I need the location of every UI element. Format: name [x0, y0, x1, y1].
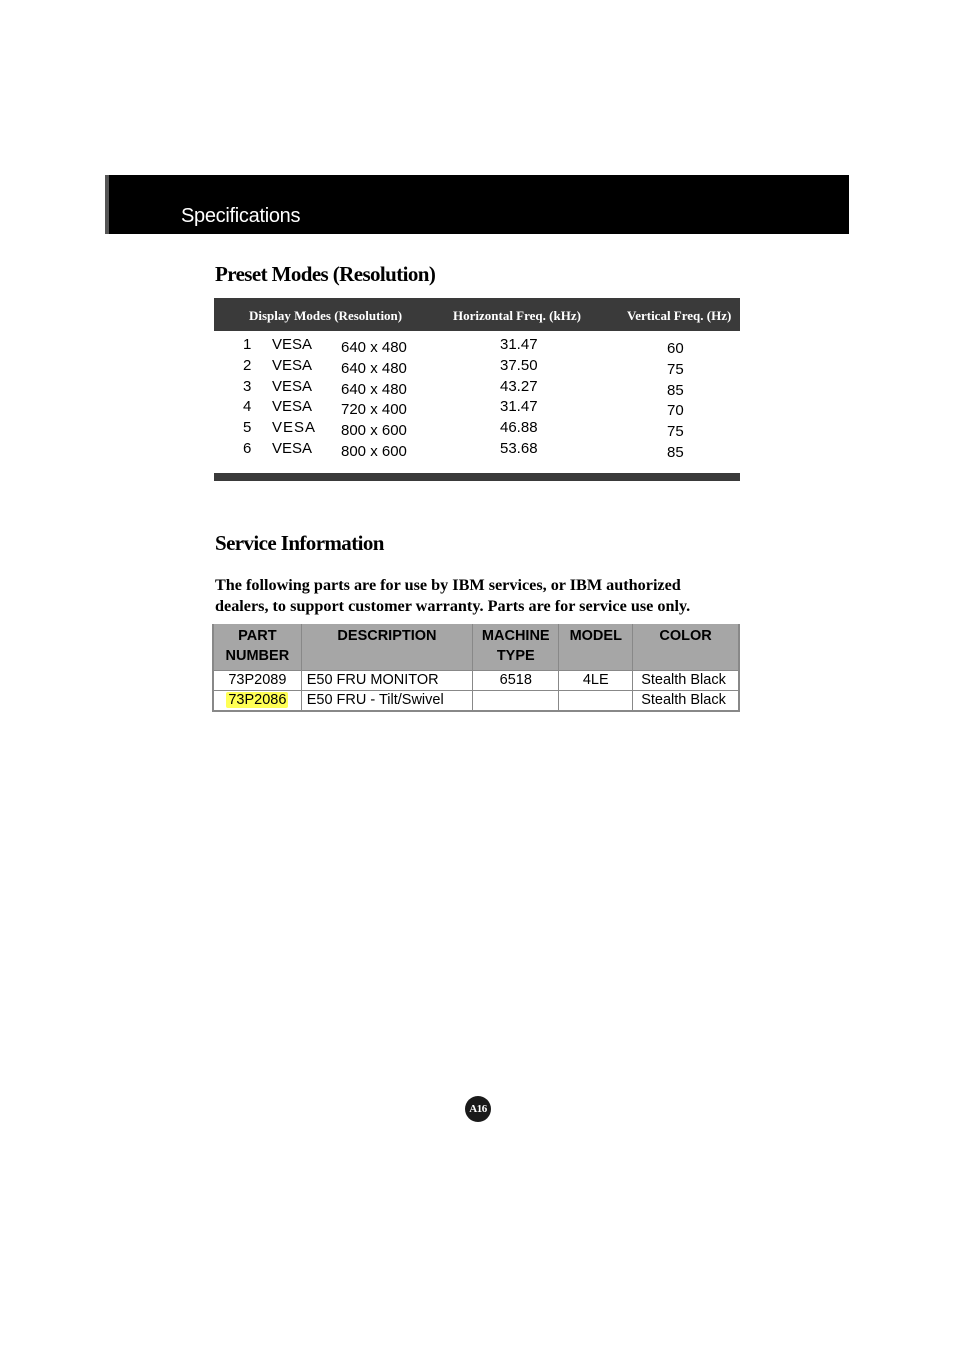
preset-modes-title: Preset Modes (Resolution): [215, 262, 436, 286]
mode-resolution: 640 x 480: [341, 359, 407, 377]
service-information-title: Service Information: [215, 531, 384, 555]
machine-type: [473, 691, 559, 712]
column-header-horizontal-freq: Horizontal Freq. (kHz): [453, 308, 581, 323]
table-row: [214, 357, 740, 378]
mode-resolution: 640 x 480: [341, 380, 407, 398]
mode-standard: VESA: [272, 356, 313, 374]
column-header-model: MODEL: [559, 624, 633, 671]
mode-vfreq: 60: [667, 340, 684, 357]
mode-vfreq: 70: [667, 402, 684, 420]
color: Stealth Black: [633, 671, 739, 691]
mode-number: 2: [243, 356, 252, 374]
mode-resolution: 720 x 400: [341, 401, 407, 419]
highlighted-part-number: 73P2086: [228, 692, 287, 708]
column-header-text: TYPE: [496, 648, 535, 664]
page-title: Specifications: [181, 205, 301, 227]
mode-hfreq: 31.47: [500, 336, 538, 353]
mode-number: 5: [243, 419, 252, 437]
mode-vfreq: 75: [667, 360, 684, 378]
preset-table-header: [214, 298, 740, 331]
mode-vfreq: 85: [667, 443, 684, 461]
column-header-text: PART: [238, 628, 277, 644]
mode-hfreq: 43.27: [500, 377, 538, 395]
column-header-text: MACHINE: [481, 628, 550, 644]
service-description-line: The following parts are for use by IBM services, or IBM authorized: [215, 576, 681, 594]
mode-standard: VESA: [272, 419, 317, 437]
color: Stealth Black: [633, 691, 739, 712]
column-header-text: NUMBER: [225, 648, 290, 664]
part-number: 73P2089: [213, 671, 301, 691]
column-header-part-number: [213, 624, 301, 671]
table-row: [213, 691, 739, 712]
column-header-display-modes: Display Modes (Resolution): [249, 308, 403, 323]
model: [559, 691, 633, 712]
mode-resolution: 640 x 480: [341, 339, 407, 356]
mode-hfreq: 31.47: [500, 398, 538, 416]
table-row: [214, 336, 740, 357]
mode-hfreq: 53.68: [500, 439, 538, 457]
table-row: [214, 419, 740, 440]
table-row: [213, 671, 739, 691]
column-header-description: DESCRIPTION: [301, 624, 473, 671]
mode-standard: VESA: [272, 398, 313, 416]
mode-vfreq: 75: [667, 423, 684, 441]
table-row: [214, 398, 740, 419]
service-description: [215, 575, 745, 617]
mode-hfreq: 46.88: [500, 419, 538, 437]
mode-resolution: 800 x 600: [341, 422, 407, 440]
preset-table-body: [214, 336, 740, 461]
part-description: E50 FRU - Tilt/Swivel: [301, 691, 473, 712]
preset-table-bottom-rule: [214, 473, 740, 481]
mode-vfreq: 85: [667, 381, 684, 399]
service-description-line: dealers, to support customer warranty. Parts are for service use only.: [215, 597, 691, 615]
column-header-machine-type: [473, 624, 559, 671]
part-description: E50 FRU MONITOR: [301, 671, 473, 691]
table-row: [214, 378, 740, 399]
parts-table-header-row: [213, 624, 739, 671]
mode-number: 6: [243, 439, 252, 457]
machine-type: 6518: [473, 671, 559, 691]
mode-standard: VESA: [272, 377, 313, 395]
mode-hfreq: 37.50: [500, 356, 538, 374]
column-header-vertical-freq: Vertical Freq. (Hz): [627, 308, 732, 323]
mode-resolution: 800 x 600: [341, 442, 407, 460]
parts-table: [212, 624, 740, 712]
model: 4LE: [559, 671, 633, 691]
column-header-color: COLOR: [633, 624, 739, 671]
mode-number: 3: [243, 377, 252, 395]
mode-standard: VESA: [272, 336, 313, 353]
header-bar: [105, 175, 849, 234]
table-row: [214, 440, 740, 461]
mode-standard: VESA: [272, 439, 313, 457]
mode-number: 1: [243, 336, 252, 353]
page-number-badge: A16: [465, 1096, 491, 1122]
mode-number: 4: [243, 398, 252, 416]
part-number-cell: [213, 691, 301, 712]
